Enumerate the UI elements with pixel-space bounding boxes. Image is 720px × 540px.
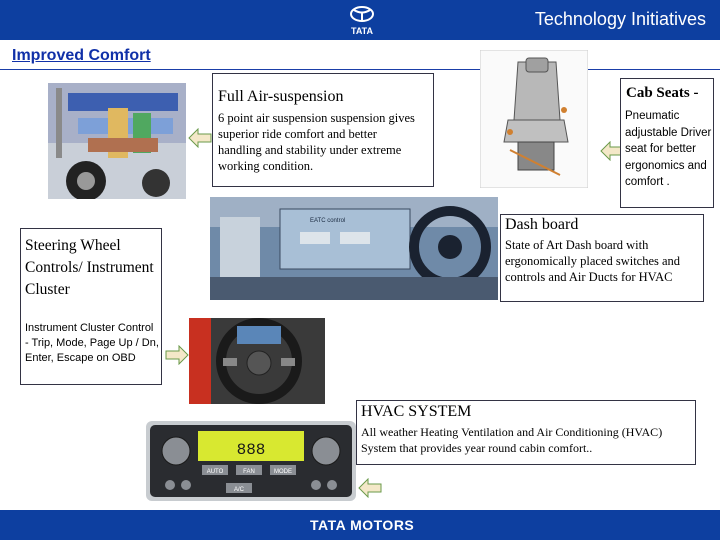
air-suspension-title: Full Air-suspension xyxy=(218,88,344,105)
section-title: Improved Comfort xyxy=(12,47,151,64)
page-header-title: Technology Initiatives xyxy=(534,9,706,29)
steering-wheel-image xyxy=(189,318,325,404)
hvac-mode-button-label: MODE xyxy=(274,469,292,475)
cab-seats-box xyxy=(620,78,714,208)
hvac-fan-button-label: FAN xyxy=(243,469,255,475)
hvac-description: All weather Heating Ventilation and Air Conditioning (HVAC) System that provides year round cabin comfort.. xyxy=(361,425,663,455)
hvac-display-value: 888 xyxy=(236,441,266,459)
steering-controls-box xyxy=(20,228,162,385)
dashboard-description: State of Art Dash board with ergonomically placed switches and controls and Air Ducts for HVAC xyxy=(505,238,681,284)
dashboard-image xyxy=(210,197,498,300)
air-suspension-box xyxy=(212,73,434,187)
dashboard-title: Dash board xyxy=(505,216,579,233)
tata-logo-text: TATA xyxy=(351,26,373,36)
air-suspension-description: 6 point air suspension suspension gives superior ride comfort and better handling and stability under extreme working condition. xyxy=(218,111,415,173)
dashboard-box xyxy=(500,214,704,302)
hvac-title: HVAC SYSTEM xyxy=(361,403,472,420)
arrow-left-icon xyxy=(358,478,382,498)
cab-seats-title: Cab Seats - xyxy=(626,85,699,101)
tata-logo-icon xyxy=(342,4,382,36)
hvac-ac-button-label: A/C xyxy=(233,487,245,493)
footer-brand-logo: TATA MOTORS xyxy=(310,517,415,533)
hvac-box xyxy=(356,400,696,465)
hvac-auto-button-label: AUTO xyxy=(206,469,224,475)
steering-controls-title: Steering Wheel Controls/ Instrument Cluster xyxy=(25,237,154,298)
eatc-control-label: EATC control xyxy=(310,218,346,224)
header-divider xyxy=(0,69,720,70)
arrow-left-icon xyxy=(188,128,212,148)
air-suspension-image xyxy=(48,83,186,199)
cab-seat-image xyxy=(480,50,588,188)
cab-seats-description: Pneumatic adjustable Driver seat for better ergonomics and comfort . xyxy=(625,110,712,188)
steering-controls-description: Instrument Cluster Control - Trip, Mode, Page Up / Dn, Enter, Escape on OBD xyxy=(25,322,159,364)
arrow-right-icon xyxy=(165,345,189,365)
hvac-control-panel-image xyxy=(146,421,356,501)
